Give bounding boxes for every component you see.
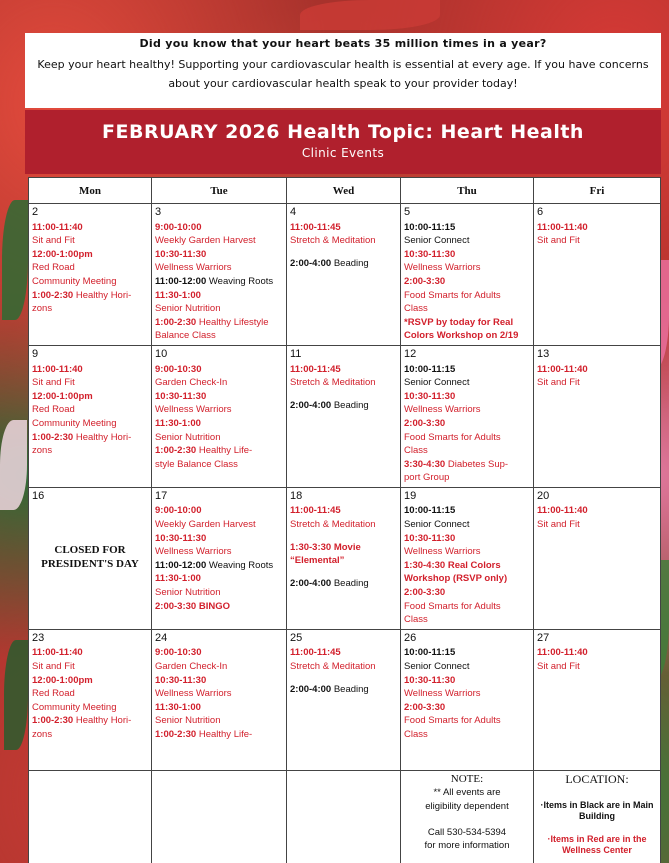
event-label: Weaving Roots [208, 559, 274, 571]
event-line: 10:30-11:30 [155, 248, 207, 260]
day-number: 11 [290, 347, 302, 360]
weekday-header: Thu [401, 178, 534, 204]
day-number: 17 [155, 489, 168, 502]
intro-box [25, 33, 661, 108]
event-line: 10:30-11:30 [404, 674, 456, 686]
event-line: 10:00-11:15 [404, 221, 456, 233]
event-line: Wellness Warriors [404, 688, 481, 700]
event-line: 11:00-11:40 [32, 363, 83, 375]
event-time: 1:00-2:30 [155, 316, 197, 328]
event-time: 2:00-4:00 [290, 577, 332, 589]
event-line: 11:00-11:40 [537, 505, 588, 517]
event-label: Healthy Hori- [75, 289, 132, 301]
event-time: 11:00-12:00 [155, 559, 207, 571]
event-line [290, 577, 397, 591]
event-line: 11:30-1:00 [155, 417, 201, 429]
event-line: Sit and Fit [537, 235, 580, 247]
week-row [29, 487, 661, 629]
day-cell [29, 487, 152, 629]
closed-notice: CLOSED FOR PRESIDENT'S DAY [41, 544, 139, 571]
day-cell [534, 204, 661, 346]
note-text: for more information [424, 840, 510, 852]
day-cell [29, 345, 152, 487]
event-line: Garden Check-In [155, 661, 228, 672]
day-cell [287, 345, 401, 487]
event-line: 11:00-11:45 [290, 647, 341, 659]
title-banner [25, 110, 661, 174]
event-line: Senior Connect [404, 661, 470, 672]
event-line: 11:00-11:45 [290, 363, 341, 375]
day-number: 3 [155, 206, 162, 218]
weekday-header-row [29, 178, 661, 204]
event-line: Class [404, 445, 428, 457]
event-line: 2:00-3:30 [404, 275, 446, 287]
event-spacer [290, 568, 397, 577]
event-line: Red Road [32, 404, 75, 416]
location-heading: LOCATION: [565, 771, 629, 786]
event-line: 10:30-11:30 [155, 532, 207, 544]
event-line: Red Road [32, 688, 75, 700]
event-line: Sit and Fit [537, 377, 580, 389]
event-line: Sit and Fit [537, 661, 580, 672]
note-heading: NOTE: [450, 772, 484, 785]
event-line: Senior Nutrition [155, 587, 221, 599]
event-spacer [290, 674, 397, 683]
event-line: 11:00-11:40 [537, 363, 588, 375]
weekday-header: Wed [287, 178, 401, 204]
event-line: Senior Nutrition [155, 715, 221, 727]
event-line: Wellness Warriors [155, 404, 232, 416]
day-number: 20 [537, 489, 550, 502]
event-line: Sit and Fit [537, 519, 580, 531]
event-line: Sit and Fit [32, 377, 75, 389]
event-line [290, 399, 397, 413]
day-number: 4 [290, 206, 297, 218]
event-label: Healthy Hori- [75, 431, 132, 443]
event-line [290, 683, 397, 697]
event-line: Weekly Garden Harvest [155, 235, 256, 247]
day-cell [152, 487, 287, 629]
event-line: 11:00-11:40 [537, 221, 588, 233]
event-line: 11:00-11:45 [290, 505, 341, 517]
event-line [155, 275, 283, 289]
event-line [155, 728, 283, 742]
event-line: 2:00-3:30 [404, 587, 446, 599]
day-cell [287, 629, 401, 770]
event-line: Community Meeting [32, 701, 117, 713]
event-line: Senior Nutrition [155, 303, 221, 315]
event-time: 2:00-4:00 [290, 399, 332, 411]
day-cell [152, 204, 287, 346]
note-text: eligibility dependent [425, 801, 509, 812]
event-time: 11:00-12:00 [155, 275, 207, 287]
event-line: Senior Connect [404, 519, 470, 531]
day-cell [534, 487, 661, 629]
event-label: Healthy Life- [198, 728, 253, 740]
event-line: Senior Connect [404, 235, 470, 247]
event-line: 11:00-11:40 [537, 647, 588, 659]
day-number: 6 [537, 206, 544, 218]
weekday-header: Tue [152, 178, 287, 204]
location-black-item: ·Items in Black are in Main Building [540, 800, 654, 822]
event-line: Stretch & Meditation [290, 519, 376, 531]
event-line: zons [32, 728, 53, 740]
event-spacer [290, 248, 397, 257]
event-line: 11:00-11:40 [32, 647, 83, 659]
event-line: 11:30-1:00 [155, 289, 201, 301]
event-line [32, 289, 148, 303]
day-cell [287, 487, 401, 629]
empty-cell [287, 770, 401, 863]
day-cell [401, 487, 534, 629]
event-line [32, 431, 148, 445]
event-line: 9:00-10:30 [155, 647, 202, 659]
event-line: Community Meeting [32, 417, 117, 429]
event-line [155, 444, 283, 458]
event-line: Wellness Warriors [155, 546, 232, 558]
event-line: 10:30-11:30 [404, 532, 456, 544]
day-number: 12 [404, 347, 417, 360]
event-line: Wellness Warriors [404, 404, 481, 416]
event-line: 9:00-10:00 [155, 221, 202, 233]
day-cell [29, 629, 152, 770]
week-row [29, 629, 661, 770]
note-text: ** All events are [433, 787, 501, 799]
event-line: Food Smarts for Adults [404, 431, 501, 443]
day-cell [534, 345, 661, 487]
event-line: *RSVP by today for Real [404, 316, 514, 328]
day-cell [534, 629, 661, 770]
page-subtitle: Clinic Events [301, 146, 385, 160]
event-line: Stretch & Meditation [290, 235, 376, 247]
event-line: 10:30-11:30 [155, 674, 207, 686]
day-number: 19 [404, 489, 417, 502]
event-time: 1:00-2:30 [32, 289, 74, 301]
heart-fact-question: Did you know that your heart beats 35 million times in a year? [139, 37, 547, 50]
event-line: 12:00-1:00pm [32, 248, 93, 260]
event-line: 2:00-3:30 BINGO [155, 600, 230, 612]
event-line: 10:30-11:30 [404, 248, 456, 260]
background-leaf [0, 420, 27, 510]
event-line: Class [404, 614, 428, 626]
weekday-header: Mon [29, 178, 152, 204]
event-line: Senior Connect [404, 377, 470, 389]
event-line: 9:00-10:00 [155, 505, 202, 517]
empty-cell [29, 770, 152, 863]
event-line [404, 458, 530, 472]
day-number: 9 [32, 347, 39, 360]
event-line: port Group [404, 472, 450, 484]
event-line: Wellness Warriors [155, 688, 232, 700]
event-line: 2:00-3:30 [404, 701, 446, 713]
event-line: Stretch & Meditation [290, 377, 376, 389]
event-label: Beading [333, 577, 369, 589]
event-line: 12:00-1:00pm [32, 390, 93, 402]
event-label: Beading [333, 683, 369, 695]
event-line: Red Road [32, 262, 75, 274]
event-line: zons [32, 445, 53, 457]
event-line: 10:30-11:30 [155, 390, 207, 402]
day-number: 13 [537, 347, 550, 360]
event-label: Healthy Hori- [75, 715, 132, 727]
event-line: Colors Workshop on 2/19 [404, 330, 519, 342]
event-line: Workshop (RSVP only) [404, 573, 508, 585]
location-red-item: ·Items in Red are in the Wellness Center [547, 834, 647, 856]
event-label: Weaving Roots [208, 275, 274, 287]
event-line: Sit and Fit [32, 235, 75, 247]
event-line: 1:30-4:30 Real Colors [404, 559, 501, 571]
day-number: 25 [290, 631, 303, 644]
event-line: 10:00-11:15 [404, 647, 456, 659]
event-line: Class [404, 303, 428, 315]
event-line: Community Meeting [32, 275, 117, 287]
heart-health-message: Keep your heart healthy! Supporting your cardiovascular health is essential at every age. If you have concerns about your cardiovascular health speak to your provider today! [37, 58, 649, 90]
weekday-header: Fri [534, 178, 661, 204]
event-line: style Balance Class [155, 458, 238, 470]
week-row [29, 345, 661, 487]
event-line: 11:00-11:40 [32, 221, 83, 233]
event-line: 10:30-11:30 [404, 390, 456, 402]
event-time: 1:00-2:30 [155, 445, 197, 457]
event-line: zons [32, 303, 53, 315]
event-time: 2:00-4:00 [290, 257, 332, 269]
event-line [290, 257, 397, 271]
event-line: Garden Check-In [155, 377, 228, 389]
event-line: “Elemental” [290, 555, 345, 567]
day-number: 18 [290, 489, 303, 502]
event-line: 2:00-3:30 [404, 417, 446, 429]
day-number: 16 [32, 489, 45, 502]
page-title: FEBRUARY 2026 Health Topic: Heart Health [102, 121, 584, 143]
event-line: Balance Class [155, 330, 216, 342]
day-cell [401, 345, 534, 487]
event-spacer [290, 390, 397, 399]
event-line: Food Smarts for Adults [404, 289, 501, 301]
background-leaf [300, 0, 440, 30]
day-number: 23 [32, 631, 45, 644]
event-time: 1:00-2:30 [32, 715, 74, 727]
event-time: 1:00-2:30 [32, 431, 74, 443]
event-line: Sit and Fit [32, 661, 75, 672]
event-line: Wellness Warriors [404, 262, 481, 274]
event-line: 9:00-10:30 [155, 363, 202, 375]
note-phone: Call 530-534-5394 [427, 826, 507, 838]
event-line [32, 714, 148, 728]
event-line: Food Smarts for Adults [404, 715, 501, 727]
info-row [29, 770, 661, 863]
event-time: 3:30-4:30 [404, 458, 446, 470]
background-leaf [2, 200, 28, 320]
event-label: Healthy Lifestyle [198, 316, 269, 328]
event-line: 11:30-1:00 [155, 701, 201, 713]
event-line: Wellness Warriors [404, 546, 481, 558]
day-number: 2 [32, 206, 39, 218]
event-line: 1:30-3:30 Movie [290, 541, 361, 553]
note-cell [401, 770, 534, 863]
day-number: 27 [537, 631, 550, 644]
event-line: Wellness Warriors [155, 262, 232, 274]
empty-cell [152, 770, 287, 863]
event-line [155, 559, 283, 573]
week-row [29, 204, 661, 346]
event-line: 10:00-11:15 [404, 363, 456, 375]
day-cell [401, 204, 534, 346]
event-line: Food Smarts for Adults [404, 600, 501, 612]
event-line: 10:00-11:15 [404, 505, 456, 517]
event-line: 11:30-1:00 [155, 573, 201, 585]
event-spacer [290, 532, 397, 541]
event-label: Diabetes Sup- [447, 458, 509, 470]
day-cell [401, 629, 534, 770]
event-line [155, 316, 283, 330]
event-time: 2:00-4:00 [290, 683, 332, 695]
event-line: 12:00-1:00pm [32, 674, 93, 686]
event-line: Senior Nutrition [155, 431, 221, 443]
day-cell [29, 204, 152, 346]
day-cell [152, 629, 287, 770]
event-line: 11:00-11:45 [290, 221, 341, 233]
day-cell [152, 345, 287, 487]
event-label: Beading [333, 399, 369, 411]
day-cell [287, 204, 401, 346]
day-number: 10 [155, 347, 168, 360]
event-label: Beading [333, 257, 369, 269]
day-number: 5 [404, 206, 411, 218]
events-calendar [28, 177, 661, 863]
event-time: 1:00-2:30 [155, 728, 197, 740]
event-label: Healthy Life- [198, 445, 253, 457]
background-leaf [4, 640, 28, 750]
event-line: Stretch & Meditation [290, 661, 376, 672]
day-number: 26 [404, 631, 417, 644]
event-line: Weekly Garden Harvest [155, 519, 256, 531]
event-line: Class [404, 728, 428, 740]
location-cell [534, 770, 661, 863]
day-number: 24 [155, 631, 168, 644]
